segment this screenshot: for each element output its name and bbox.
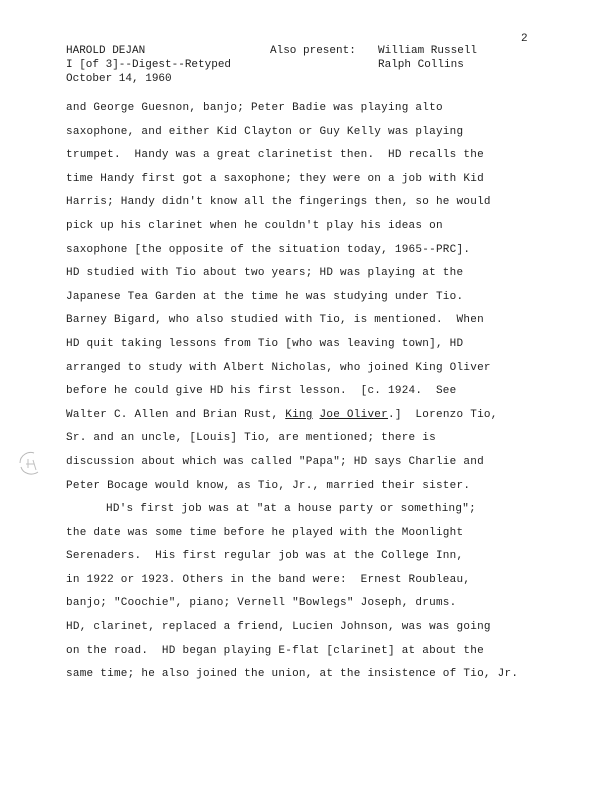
citation-space [313,409,320,421]
text-line: Barney Bigard, who also studied with Tio, is mentioned. When [66,314,484,327]
interviewee-name: HAROLD DEJAN [66,45,146,57]
text-line: HD studied with Tio about two years; HD was playing at the [66,267,464,280]
text-line: trumpet. Handy was a great clarinetist then. HD recalls the [66,149,484,162]
paragraph-first-line: HD's first job was at "at a house party or something"; [106,503,476,516]
text-line: pick up his clarinet when he couldn't play his ideas on [66,219,443,232]
text-line: Serenaders. His first regular job was at the College Inn, [66,550,464,563]
interview-date: October 14, 1960 [66,73,172,85]
text-line: before he could give HD his first lesson. [c. 1924. See [66,385,457,398]
also-present-label: Also present: [270,45,356,57]
text-line: the date was some time before he played with the Moonlight [66,526,464,539]
citation-title-part-1: King [285,408,313,421]
margin-stamp-icon [14,446,48,480]
citation-title-part-2: Joe Oliver [319,408,389,421]
text-line: on the road. HD began playing E-flat [clarinet] at about the [66,644,484,657]
text-line: arranged to study with Albert Nicholas, who joined King Oliver [66,361,491,374]
text-line: discussion about which was called "Papa"; HD says Charlie and [66,455,484,468]
present-person-1: William Russell [378,45,478,57]
text-line: HD quit taking lessons from Tio [who was leaving town], HD [66,337,464,350]
text-line: in 1922 or 1923. Others in the band were: Ernest Roubleau, [66,573,471,586]
text-line: Peter Bocage would know, as Tio, Jr., married their sister. [66,479,471,492]
citation-authors: Walter C. Allen and Brian Rust, [66,408,286,421]
body-text [66,101,546,691]
page-number: 2 [521,33,528,45]
text-line: HD, clarinet, replaced a friend, Lucien Johnson, was was going [66,621,491,634]
text-line: time Handy first got a saxophone; they were on a job with Kid [66,172,484,185]
text-line: Sr. and an uncle, [Louis] Tio, are mentioned; there is [66,432,436,445]
text-line: banjo; "Coochie", piano; Vernell "Bowlegs" Joseph, drums. [66,597,457,610]
text-line: Harris; Handy didn't know all the fingerings then, so he would [66,196,491,209]
present-person-2: Ralph Collins [378,59,464,71]
text-line: saxophone [the opposite of the situation today, 1965--PRC]. [66,243,471,256]
text-line: and George Guesnon, banjo; Peter Badie was playing alto [66,102,443,114]
citation-tail: .] Lorenzo Tio, [388,408,498,421]
text-line: Japanese Tea Garden at the time he was studying under Tio. [66,290,464,303]
text-line-citation [66,408,546,432]
tape-info: I [of 3]--Digest--Retyped [66,59,232,71]
text-line: saxophone, and either Kid Clayton or Guy Kelly was playing [66,125,464,138]
text-line: same time; he also joined the union, at the insistence of Tio, Jr. [66,668,519,681]
